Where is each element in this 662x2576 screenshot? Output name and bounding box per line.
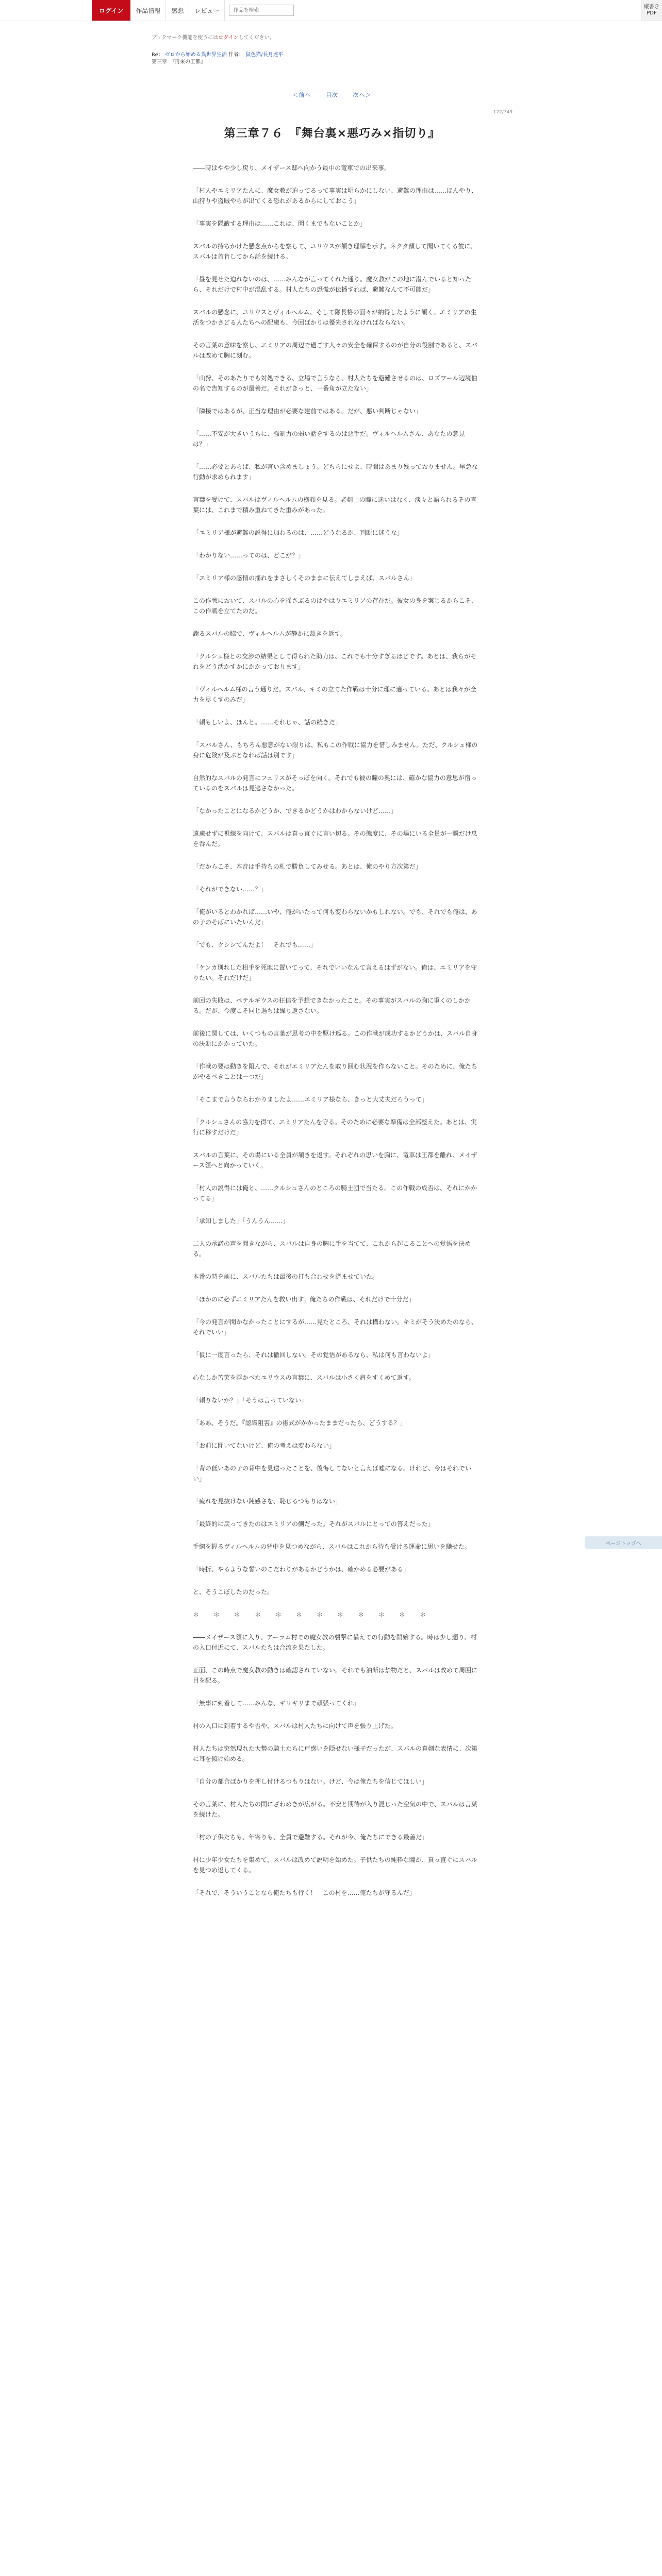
body-paragraph: 「頼もしいよ、ほんと。……それじゃ、話の続きだ」 <box>193 719 342 726</box>
body-paragraph: 「疲れを見抜けない鈍感さを、恥じるつもりはない」 <box>193 1498 341 1505</box>
body-paragraph: その言葉に、村人たちの間にざわめきが広がる。不安と期待が入り混じった空気の中で、スバルは言葉を続けた。 <box>193 1801 477 1818</box>
body-paragraph: 自然的なスバルの発言にフェリスがそっぽを向く。それでも彼の瞳の奥には、確かな協力の意思が宿っているのをスバルは見逃さなかった。 <box>193 774 477 792</box>
body-paragraph: 「村の子供たちも、年寄りも、全員で避難する。それが今、俺たちにできる最善だ」 <box>193 1834 428 1841</box>
body-paragraph: スバルの懸念に、ユリウスとヴィルヘルム、そして隊長格の面々が納得したように頷く。エミリアの生活をつかさどる人たちへの配慮も、今回ばかりは優先されなければならない。 <box>193 309 477 326</box>
body-paragraph: 「最終的に戻ってきたのはエミリアの側だった。それがスバルにとっての答えだった」 <box>193 1520 434 1528</box>
chapter-pager <box>152 91 512 99</box>
vertical-pdf-link[interactable]: 縦書きPDF <box>641 0 662 21</box>
body-paragraph: 言葉を受けて、スバルはヴィルヘルムの横顔を見る。老剣士の瞳に迷いはなく、淡々と語られるその言葉には、これまで積み重ねてきた重みがあった。 <box>193 496 477 514</box>
body-paragraph: その言葉の意味を察し、エミリアの周辺で過ごす人々の安全を確保するのが自分の役割であると、スバルは改めて胸に刻む。 <box>193 342 478 359</box>
notice-login-link[interactable]: ログイン <box>218 35 239 41</box>
body-paragraph: スバルの持ちかけた懸念点からを察して、ユリウスが頷き理解を示す。ネクタ顔して聞いてくる彼に、スバルは首肯してから話を続ける。 <box>193 243 477 260</box>
page-number: 122/749 <box>493 110 512 115</box>
series-title-link[interactable]: ゼロから始める異世界生活 <box>164 52 227 58</box>
series-line <box>152 52 284 59</box>
body-paragraph: 「エミリア様の感情の揺れをまさしくそのままに伝えてしまえば、スバルさん」 <box>193 574 416 582</box>
body-paragraph: 手綱を握るヴィルヘルムの背中を見つめながら、スバルはこれから待ち受ける運命に思いを馳せた。 <box>193 1543 471 1550</box>
nav-reviews[interactable]: レビュー <box>189 0 225 21</box>
search-input[interactable] <box>232 7 293 14</box>
bookmark-notice <box>152 33 275 41</box>
body-paragraph: 「お前に聞いてないけど、俺の考えは変わらない」 <box>193 1442 336 1449</box>
body-paragraph: 「でも、クシシてんだよ！ それでも……」 <box>193 941 317 948</box>
body-paragraph: 「エミリア様が避難の説得に加わるのは、……どうなるか、判断に迷うな」 <box>193 529 404 536</box>
author-prefix: 作者： <box>228 52 244 58</box>
top-navigation-bar <box>0 0 662 21</box>
body-paragraph: 「村人やエミリアたんに、魔女教が迫ってるって事実は明らかにしない、避難の理由は……ほんやり、山狩りや盗賊やらが出てくる恐れがあるからにしておこう」 <box>193 187 478 205</box>
body-paragraph: 「事実を隠蔽する理由は……これは、聞くまでもないことか」 <box>193 220 367 227</box>
body-paragraph: 「ああ、そうだ。『認識阻害』の術式がかかったままだったら、どうする？」 <box>193 1419 406 1427</box>
body-paragraph: 「スバルさん、もちろん悪意がない限りは、私もこの作戦に協力を惜しみません。ただ、クルシュ様の身に危険が及ぶとなれば話は別です」 <box>193 741 478 759</box>
top-nav-group <box>92 0 294 21</box>
prev-chapter-link[interactable]: ＜前へ <box>292 92 311 98</box>
body-paragraph: 前後に関しては、いくつもの言葉が思考の中を駆け巡る。この作戦が成功するかどうかは、スバル自身の決断にかかっていた。 <box>193 1030 478 1047</box>
notice-text-after: してください。 <box>238 35 275 41</box>
body-paragraph: 「承知しました」「うんうん……」 <box>193 1217 289 1225</box>
body-paragraph: 「それができない……？」 <box>193 886 268 893</box>
body-paragraph: ――時はやや少し戻り、メイザース邸へ向かう最中の竜車での出来事。 <box>193 164 391 172</box>
body-paragraph: 「昼を見せた迫れないのは、……みんなが言ってくれた通り。魔女教がこの地に潜んでいると知ったら、それだけで村中が混乱する。村人たちの恐慌が伝播すれば、避難なんて不可能だ」 <box>193 276 472 293</box>
chapter-title: 第三章７６ 『舞台裏×悪巧み×指切り』 <box>224 127 440 140</box>
next-chapter-link[interactable]: 次へ＞ <box>353 92 372 98</box>
page-top-button[interactable]: ページトップへ <box>585 1536 662 1549</box>
body-paragraph: 「そこまで言うならわかりましたよ……エミリア様なら、きっと大丈夫だろうって」 <box>193 1096 428 1103</box>
body-paragraph: 「クルシュさんの協力を得て、エミリアたんを守る。そのために必要な準備は全部整えた。あとは、実行に移すだけだ」 <box>193 1118 477 1136</box>
body-paragraph: ――メイザース領に入り、アーラム村での魔女教の襲撃に備えての行動を開始する。時は少し遡り、村の入口付近にて、スバルたちは合流を果たした。 <box>193 1634 477 1651</box>
body-paragraph: 「時折、やるような誓いのこだわりがあるかどうかは、確かめる必要がある」 <box>193 1566 410 1573</box>
body-paragraph: と、そうこぼしたのだった。 <box>193 1588 274 1596</box>
toc-link[interactable]: 目次 <box>326 92 338 98</box>
body-paragraph: 「……不安が大きいうちに、強制力の弱い話をするのは悪手だ。ヴィルヘルムさん、あなたの意見は？」 <box>193 430 465 448</box>
body-paragraph: 心なしか苦笑を浮かべたユリウスの言葉に、スバルは小さく肩をすくめて返す。 <box>193 1374 415 1381</box>
notice-text-before: ブックマーク機能を使うには <box>152 35 219 41</box>
login-button[interactable]: ログイン <box>92 0 130 21</box>
body-paragraph: 「村人の説得には俺と、……クルシュさんのところの騎士団で当たる。この作戦の成否は、それにかかってる」 <box>193 1184 477 1202</box>
body-paragraph: 「クルシュ様との交渉の結果として得られた助力は、これでも十分すぎるほどです。あとは、我らがそれをどう活かすかにかかっております」 <box>193 653 477 670</box>
body-paragraph: 「ほかのに必ずエミリアたんを救い出す。俺たちの作戦は、それだけで十分だ」 <box>193 1296 415 1303</box>
body-paragraph: 正面、この時点で魔女教の動きは確認されていない。それでも油断は禁物だと、スバルは改めて周囲に目を配る。 <box>193 1667 478 1684</box>
body-paragraph: 「それで、そういうことなら俺たちも行く！ この村を……俺たちが守るんだ」 <box>193 1889 416 1896</box>
body-paragraph: スバルの言葉に、その場にいる全員が頷きを返す。それぞれの思いを胸に、竜車は王都を離れ、メイザース領へと向かっていく。 <box>193 1151 477 1169</box>
body-paragraph: 「無事に到着して……みんな、ギリギリまで頑張ってくれ」 <box>193 1700 360 1707</box>
body-paragraph: 「頼りないか？」「そうは言っていない」 <box>193 1397 308 1404</box>
body-paragraph: 「なかったことになるかどうか、できるかどうかはわからないけど……」 <box>193 807 398 815</box>
search-box[interactable] <box>229 5 294 16</box>
body-paragraph: 「だからこそ、本音は手持ちの札で勝負してみせる。あとは、俺のやり方次第だ」 <box>193 863 422 870</box>
body-paragraph: 「山狩、そのあたりでも対処できる、立場で言うなら、村人たちを避難させるのは、ロズワール辺境伯の名で告知するのが最善だ。それがきっと、一番角が立たない」 <box>193 375 477 392</box>
body-paragraph: 「自分の都合ばかりを押し付けるつもりはない。けど、今は俺たちを信じてほしい」 <box>193 1778 428 1785</box>
nav-work-info[interactable]: 作品情報 <box>130 0 166 21</box>
body-paragraph: 前回の失敗は、ペテルギウスの狂信を予想できなかったこと。その事実がスバルの胸に重くのしかかる。だが、今度こそ同じ過ちは繰り返さない。 <box>193 997 471 1014</box>
body-paragraph: 「仮に一度言ったら、それは撤回しない。その覚悟があるなら、私は何も言わないよ」 <box>193 1351 435 1359</box>
novel-body <box>193 163 478 1910</box>
part-title: 第三章 『再来の王都』 <box>152 59 206 65</box>
body-paragraph: この作戦において、スバルの心を揺さぶるのはやはりエミリアの存在だ。彼女の身を案じるからこそ、この作戦を立てたのだ。 <box>193 597 477 615</box>
body-paragraph: 「背の低いあの子の背中を見送ったことを、後悔してないと言えば嘘になる。けれど、今はそれでいい」 <box>193 1465 472 1482</box>
body-paragraph: 謝るスバルの脇で、ヴィルヘルムが静かに頷きを返す。 <box>193 630 346 637</box>
series-prefix: Re： <box>152 52 163 58</box>
nav-impressions[interactable]: 感想 <box>166 0 189 21</box>
novel-header-meta <box>152 52 284 66</box>
body-paragraph: 村の入口に到着するや否や、スバルは村人たちに向けて声を張り上げた。 <box>193 1722 397 1730</box>
body-paragraph: 「ケンカ別れした相手を死地に置いてって、それでいいなんて言えるはずがない。俺は、エミリアを守りたい。それだけだ」 <box>193 964 477 981</box>
body-paragraph: 村に少年少女たちを集めて、スバルは改めて説明を始めた。子供たちの純粋な瞳が、真っ直ぐにスバルを見つめ返してくる。 <box>193 1856 477 1874</box>
body-paragraph: 「隣接ではあるが、正当な理由が必要な建前ではある。だが、悪い判断じゃない」 <box>193 408 422 415</box>
body-paragraph: 「今の発言が聞かなかったことにするが……見たところ、それは構わない。キミがそう決めたのなら、それでいい」 <box>193 1318 478 1336</box>
body-paragraph: 二人の承諾の声を聞きながら、スバルは自身の胸に手を当てて、これから起こることへの覚悟を決める。 <box>193 1240 471 1258</box>
body-paragraph: 「わかりない……ってのは、どこが？」 <box>193 552 305 559</box>
author-link[interactable]: 鼠色猫/長月達平 <box>245 52 284 58</box>
body-paragraph: 「ヴィルヘルム様の言う通りだ。スバル、キミの立てた作戦は十分に理に適っている。あとは我々が全力を尽くすのみだ」 <box>193 686 476 703</box>
body-paragraph: 「……必要とあらば、私が言い含めましょう。どちらにせよ、時間はあまり残っておりません。早急な行動が求められます」 <box>193 463 478 481</box>
body-paragraph: ＊ ＊ ＊ ＊ ＊ ＊ ＊ ＊ ＊ ＊ ＊ ＊ <box>193 1611 431 1618</box>
body-paragraph: 「俺がいるとわかれば……いや、俺がいたって何も変わらないかもしれない。でも、それでも俺は、あの子のそばにいたいんだ」 <box>193 908 477 926</box>
body-paragraph: 本番の時を前に、スバルたちは最後の打ち合わせを済ませていた。 <box>193 1273 379 1280</box>
body-paragraph: 遠慮せずに視線を向けて、スバルは真っ直ぐに言い切る。その態度に、その場にいる全員が一瞬だけ息を呑んだ。 <box>193 830 477 848</box>
body-paragraph: 「作戦の要は動きを阻んで、それがエミリアたんを取り囲む状況を作らないこと。そのために、俺たちがやるべきことは一つだ」 <box>193 1063 477 1080</box>
body-paragraph: 村人たちは突然現れた大勢の騎士たちに戸惑いを隠せない様子だったが、スバルの真剣な表情に、次第に耳を傾け始める。 <box>193 1745 478 1762</box>
